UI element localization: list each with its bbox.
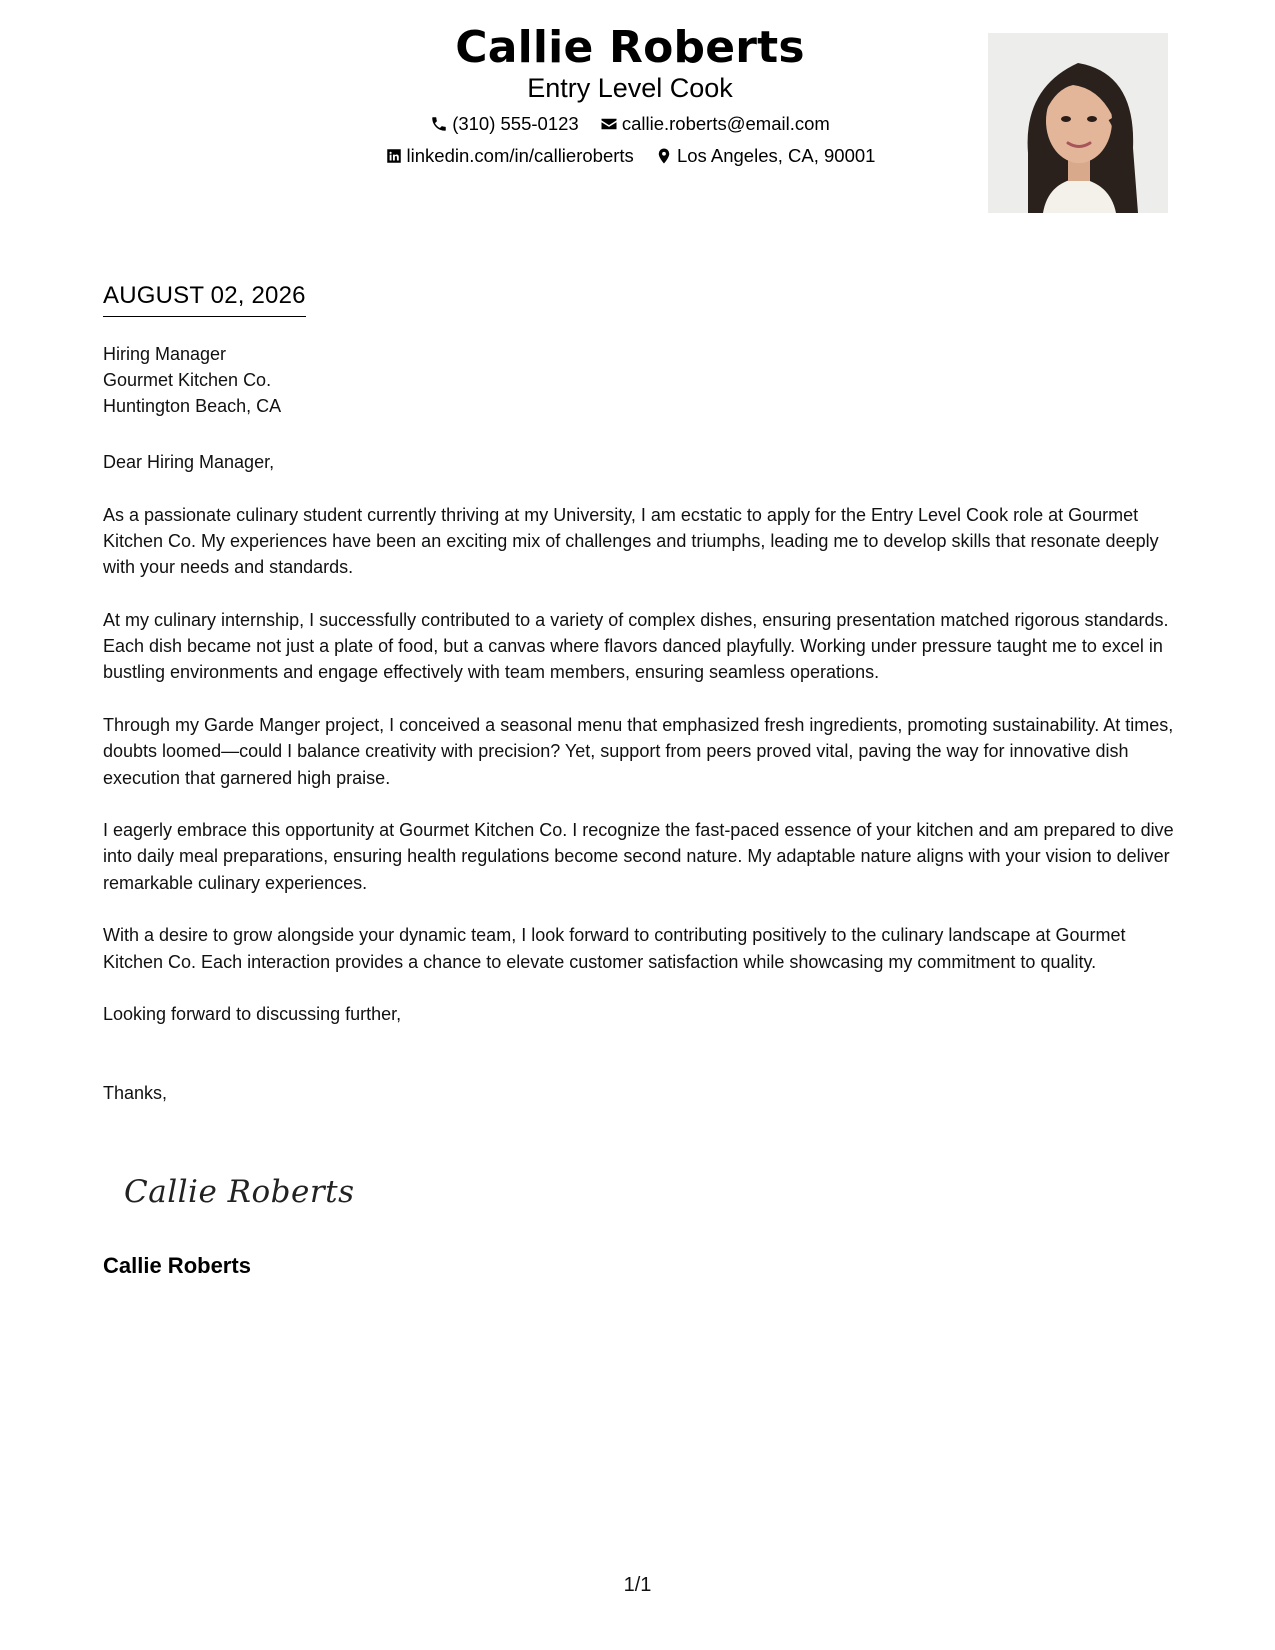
contact-row-1 <box>280 113 980 138</box>
signer-name: Callie Roberts <box>103 1253 251 1278</box>
body-paragraph: I eagerly embrace this opportunity at Gourmet Kitchen Co. I recognize the fast-paced essence of your kitchen and am prepared to dive into daily meal preparations, ensuring health regulations become second nature. My adaptable nature aligns with your vision to deliver remarkable culinary experiences. <box>103 820 1174 893</box>
phone-icon <box>430 115 448 133</box>
signoff: Thanks, <box>103 1082 168 1103</box>
recipient-line: Huntington Beach, CA <box>103 396 282 416</box>
body-paragraph: Through my Garde Manger project, I conceived a seasonal menu that emphasized fresh ingredients, promoting sustainability. At times, doubts loomed—could I balance creativity with precision? Yet, support from peers proved vital, paving the way for innovative dish execution that garnered high praise. <box>103 714 1174 788</box>
recipient-block <box>103 341 281 419</box>
applicant-name: Callie Roberts <box>455 22 805 73</box>
linkedin-icon <box>385 147 403 165</box>
signature-script: Callie Roberts <box>124 1174 355 1210</box>
email-text: callie.roberts@email.com <box>621 113 830 134</box>
profile-photo <box>988 33 1168 213</box>
handwritten-signature <box>120 1160 360 1220</box>
salutation: Dear Hiring Manager, <box>103 452 275 472</box>
location-contact <box>655 145 876 167</box>
applicant-role: Entry Level Cook <box>527 73 733 103</box>
phone-contact[interactable] <box>430 113 579 135</box>
body-paragraph: As a passionate culinary student currently thriving at my University, I am ecstatic to apply for the Entry Level Cook role at Gourmet Kitchen Co. My experiences have been an exciting mix of challenges and triumphs, leading me to develop skills that resonate deeply with your needs and standards. <box>103 504 1159 578</box>
body-paragraph: At my culinary internship, I successfully contributed to a variety of complex dishes, ensuring presentation matched rigorous standards. Each dish became not just a plate of food, but a canvas where flavors danced playfully. Working under pressure taught me to excel in bustling environments and engage effectively with team members, ensuring seamless operations. <box>103 609 1169 683</box>
page-number: 1/1 <box>623 1574 652 1596</box>
portrait-image <box>988 33 1168 213</box>
recipient-line: Gourmet Kitchen Co. <box>103 370 272 390</box>
linkedin-text: linkedin.com/in/callieroberts <box>406 145 634 166</box>
letter-header <box>0 20 1275 220</box>
letter-date: AUGUST 02, 2026 <box>103 282 306 317</box>
envelope-icon <box>600 115 618 133</box>
recipient-line: Hiring Manager <box>103 344 227 364</box>
map-pin-icon <box>655 147 673 165</box>
email-contact[interactable] <box>600 113 830 135</box>
body-paragraph: With a desire to grow alongside your dynamic team, I look forward to contributing positively to the culinary landscape at Gourmet Kitchen Co. Each interaction provides a chance to elevate customer satisfaction while showcasing my commitment to quality. <box>103 925 1126 972</box>
contact-row-2 <box>280 145 980 170</box>
letter-body <box>103 449 1175 1106</box>
location-text: Los Angeles, CA, 90001 <box>676 145 876 166</box>
phone-text: (310) 555-0123 <box>452 113 579 134</box>
linkedin-contact[interactable] <box>385 145 634 167</box>
closing-line: Looking forward to discussing further, <box>103 1004 402 1025</box>
